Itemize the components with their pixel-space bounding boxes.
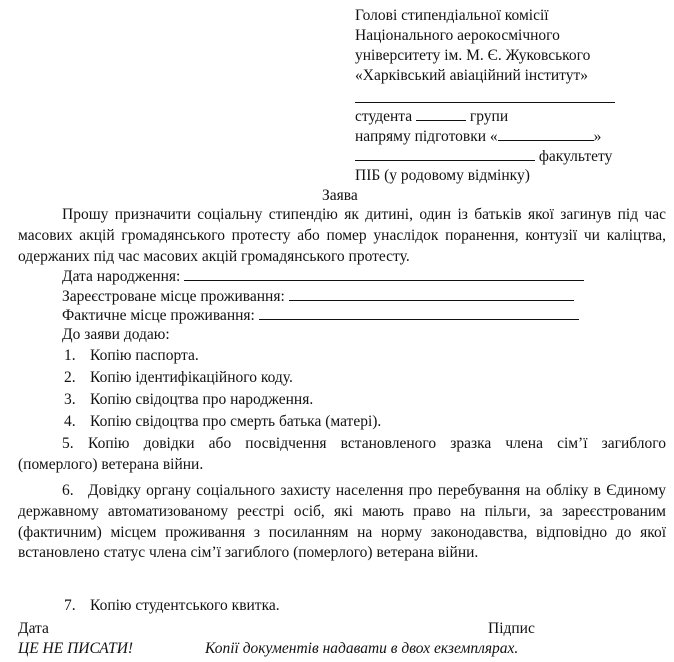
attachment-number: 1. xyxy=(64,347,76,364)
pib-label: ПІБ (у родовому відмінку) xyxy=(355,167,530,184)
attachment-text: Копію свідоцтва про смерть батька (матері). xyxy=(90,413,382,430)
birth-date-field xyxy=(62,266,584,287)
attachment-number: 5. xyxy=(62,435,74,452)
attachment-item xyxy=(64,412,381,432)
group-label: групи xyxy=(469,108,509,125)
faculty-label: факультету xyxy=(538,148,613,165)
addressee-line-3: університету ім. М. Є. Жуковського xyxy=(355,47,591,64)
direction-blank xyxy=(498,126,594,141)
faculty-line xyxy=(355,146,612,167)
actual-address-blank xyxy=(259,305,579,320)
request-text: Прошу призначити соціальну стипендію як дитині, один із батьків якої загинув під час масових акцій громадянського протесту або помер унаслідок поранення, контузії чи каліцтва, одержаних під час масових акцій громадянського протесту. xyxy=(18,206,666,265)
attachment-text: Копію студентського квитка. xyxy=(90,597,280,614)
attachment-item xyxy=(64,368,293,388)
attachment-item xyxy=(64,346,199,366)
birth-date-label: Дата народження: xyxy=(62,268,181,285)
attachment-number: 4. xyxy=(64,413,76,430)
student-label: студента xyxy=(355,108,413,125)
blank-line-name xyxy=(355,102,615,103)
addressee-line-4: «Харківський авіаційний інститут» xyxy=(355,67,589,84)
attachment-text: Копію свідоцтва про народження. xyxy=(90,391,314,408)
attachment-text: Копію ідентифікаційного коду. xyxy=(90,369,293,386)
birth-date-blank xyxy=(184,266,584,281)
request-paragraph xyxy=(18,205,666,267)
attachment-text: Довідку органу соціального захисту населення про перебування на обліку в Єдиному державному автоматизованому реєстрі осіб, які мають право на пільги, за зареєстрованим (фактичним) місцем проживання з посиланням на норму законодавства, відповідно до якої встановлено статус члена сім’ї загиблого (померлого) ветерана війни. xyxy=(18,482,666,562)
copies-note: Копії документів надавати в двох екземплярах. xyxy=(205,640,519,657)
actual-address-label: Фактичне місце проживання: xyxy=(62,307,255,324)
actual-address-field xyxy=(62,305,579,326)
do-not-write-note: ЦЕ НЕ ПИСАТИ! xyxy=(18,640,134,657)
attachment-text: Копію паспорта. xyxy=(90,347,199,364)
group-blank xyxy=(416,106,466,121)
attachment-number: 3. xyxy=(64,391,76,408)
direction-label: напряму підготовки « xyxy=(355,128,498,145)
attachment-text: Копію довідки або посвідчення встановленого зразка члена сім’ї загиблого (померлого) ветерана війни. xyxy=(18,435,666,473)
attachment-number: 7. xyxy=(64,597,76,614)
attachment-item xyxy=(64,390,313,410)
attachment-number: 2. xyxy=(64,369,76,386)
addressee-line-2: Національного аерокосмічного xyxy=(355,27,560,44)
signature-label: Підпис xyxy=(488,620,535,637)
registered-address-label: Зареєстроване місце проживання: xyxy=(62,288,285,305)
attach-label: До заяви додаю: xyxy=(62,326,170,343)
addressee-line-1: Голові стипендіальної комісії xyxy=(355,7,549,24)
faculty-blank xyxy=(355,146,535,161)
attachment-item xyxy=(64,596,280,616)
date-label: Дата xyxy=(18,620,49,637)
direction-close: » xyxy=(593,128,602,145)
attachment-item xyxy=(18,481,666,564)
direction-line xyxy=(355,126,601,147)
student-group-line xyxy=(355,106,508,127)
document-title: Заява xyxy=(322,187,358,204)
attachment-number: 6. xyxy=(62,482,74,499)
registered-address-field xyxy=(62,286,574,307)
attachment-item xyxy=(18,434,666,476)
registered-address-blank xyxy=(289,286,574,301)
